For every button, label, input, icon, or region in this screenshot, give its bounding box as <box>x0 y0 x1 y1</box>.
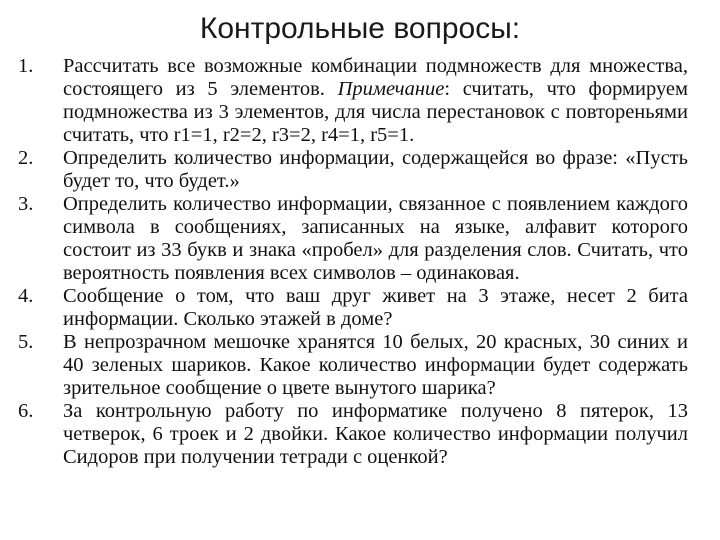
question-text: Сообщение о том, что ваш друг живет на 3 этаже, несет 2 бита информации. Сколько этажей в доме? <box>63 285 688 330</box>
question-number: 1. <box>18 55 34 77</box>
note-label: Примечание <box>337 78 445 100</box>
question-number: 4. <box>18 285 34 307</box>
slide-title: Контрольные вопросы: <box>199 12 521 45</box>
question-text: Определить количество информации, связанное с появлением каждого символа в сообщениях, записанных на языке, алфавит которого состоит из 33 букв и знака «пробел» для разделения слов. Считать, что вероятность появления всех символов – одинаковая. <box>63 193 688 284</box>
question-text-part: : считать, что формируем подмножества из 3 элементов, для числа перестановок с повтореньями считать, что r1=1, r2=2, r3=2, r4=1, r5=1. <box>63 78 688 146</box>
question-item-5 <box>0 331 720 400</box>
question-text-part: Рассчитать все возможные комбинации подмножеств для множества, состоящего из 5 элементов. <box>63 55 688 100</box>
question-number: 2. <box>18 147 34 169</box>
question-text: За контрольную работу по информатике получено 8 пятерок, 13 четверок, 6 троек и 2 двойки. Какое количество информации получил Сидоров при получении тетради с оценкой? <box>63 400 688 468</box>
question-number: 6. <box>18 400 34 422</box>
question-item-1 <box>0 55 720 147</box>
question-text: Определить количество информации, содержащейся во фразе: «Пусть будет то, что будет.» <box>63 147 688 192</box>
question-item-2 <box>0 147 720 193</box>
question-text <box>63 55 688 146</box>
question-text: В непрозрачном мешочке хранятся 10 белых, 20 красных, 30 синих и 40 зеленых шариков. Какое количество информации будет содержать зрительное сообщение о цвете вынутого шарика? <box>63 331 688 399</box>
questions-list <box>0 55 720 469</box>
question-item-6 <box>0 400 720 469</box>
question-number: 3. <box>18 193 34 215</box>
question-number: 5. <box>18 331 34 353</box>
question-item-3 <box>0 193 720 285</box>
question-item-4 <box>0 285 720 331</box>
